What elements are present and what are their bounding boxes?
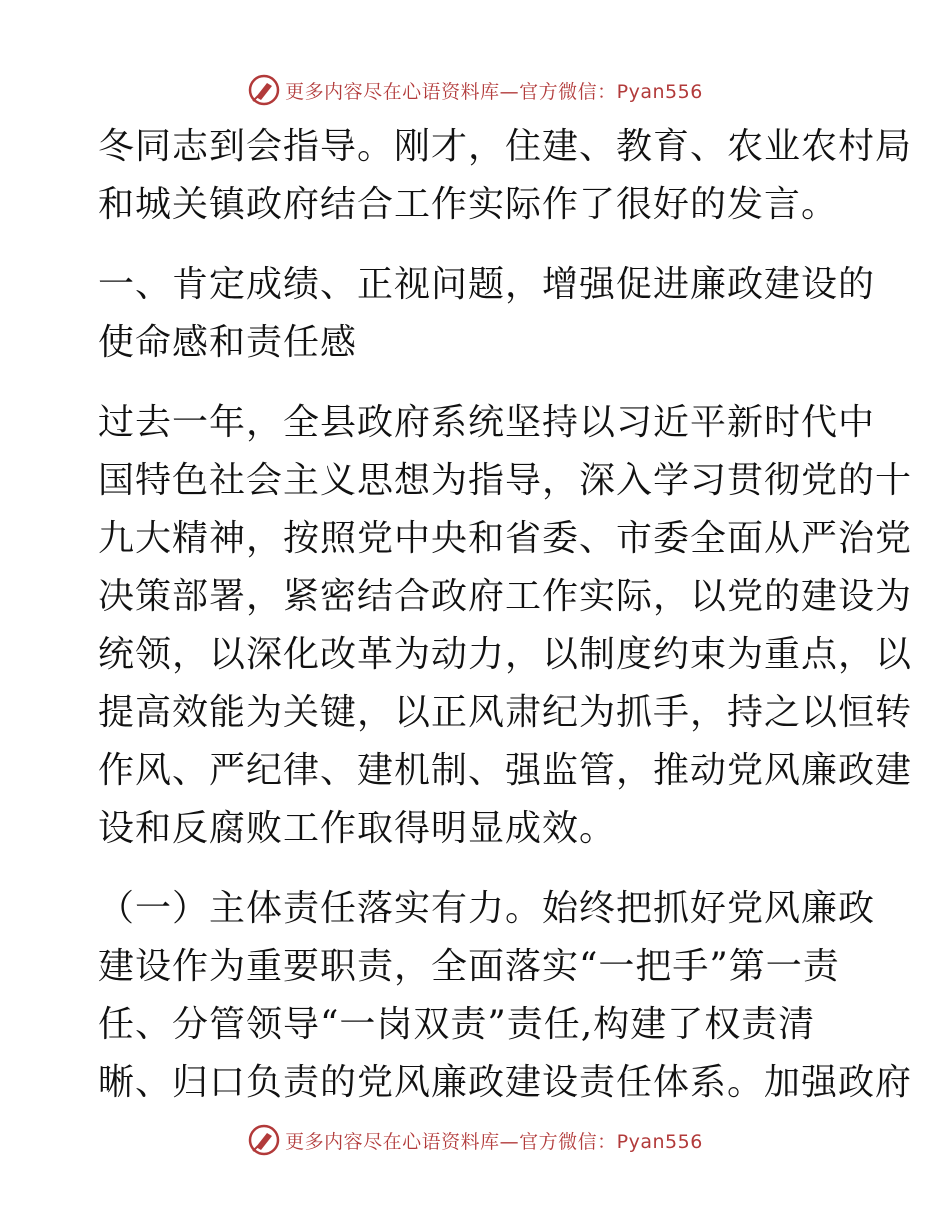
text-line: 建设作为重要职责，全面落实“一把手”第一责 [98,946,840,987]
paragraph-continuation [98,118,913,234]
text-line: 决策部署，紧密结合政府工作实际，以党的建设为 [98,576,913,617]
text-line: 九大精神，按照党中央和省委、市委全面从严治党 [98,518,913,559]
text-line: 提高效能为关键，以正风肃纪为抓手，持之以恒转 [98,692,913,733]
text-line: 过去一年，全县政府系统坚持以习近平新时代中 [98,402,876,443]
text-line: 和城关镇政府结合工作实际作了很好的发言。 [98,184,839,225]
pen-nib-logo-icon [247,73,281,107]
text-line: 设和反腐败工作取得明显成效。 [98,808,617,849]
text-line: 作风、严纪律、建机制、强监管，推动党风廉政建 [98,750,913,791]
text-line: （一）主体责任落实有力。始终把抓好党风廉政 [98,888,876,929]
text-line: 一、肯定成绩、正视问题，增强促进廉政建设的 [98,264,876,305]
watermark-text: 更多内容尽在心语资料库—官方微信：Pyan556 [285,1130,703,1153]
header-watermark [0,70,950,110]
watermark-text: 更多内容尽在心语资料库—官方微信：Pyan556 [285,80,703,103]
text-line: 任、分管领导“一岗双责”责任,构建了权责清 [98,1004,816,1045]
text-line: 使命感和责任感 [98,322,358,363]
paragraph-summary [98,394,913,858]
text-line: 晰、归口负责的党风廉政建设责任体系。加强政府 [98,1062,913,1103]
text-line: 冬同志到会指导。刚才，住建、教育、农业农村局 [98,126,913,167]
text-line: 统领，以深化改革为动力，以制度约束为重点，以 [98,634,913,675]
paragraph-subsection-1 [98,880,913,1112]
text-line: 国特色社会主义思想为指导，深入学习贯彻党的十 [98,460,913,501]
footer-watermark [0,1120,950,1160]
pen-nib-logo-icon [247,1123,281,1157]
document-body [98,118,913,1112]
section-heading [98,256,876,372]
